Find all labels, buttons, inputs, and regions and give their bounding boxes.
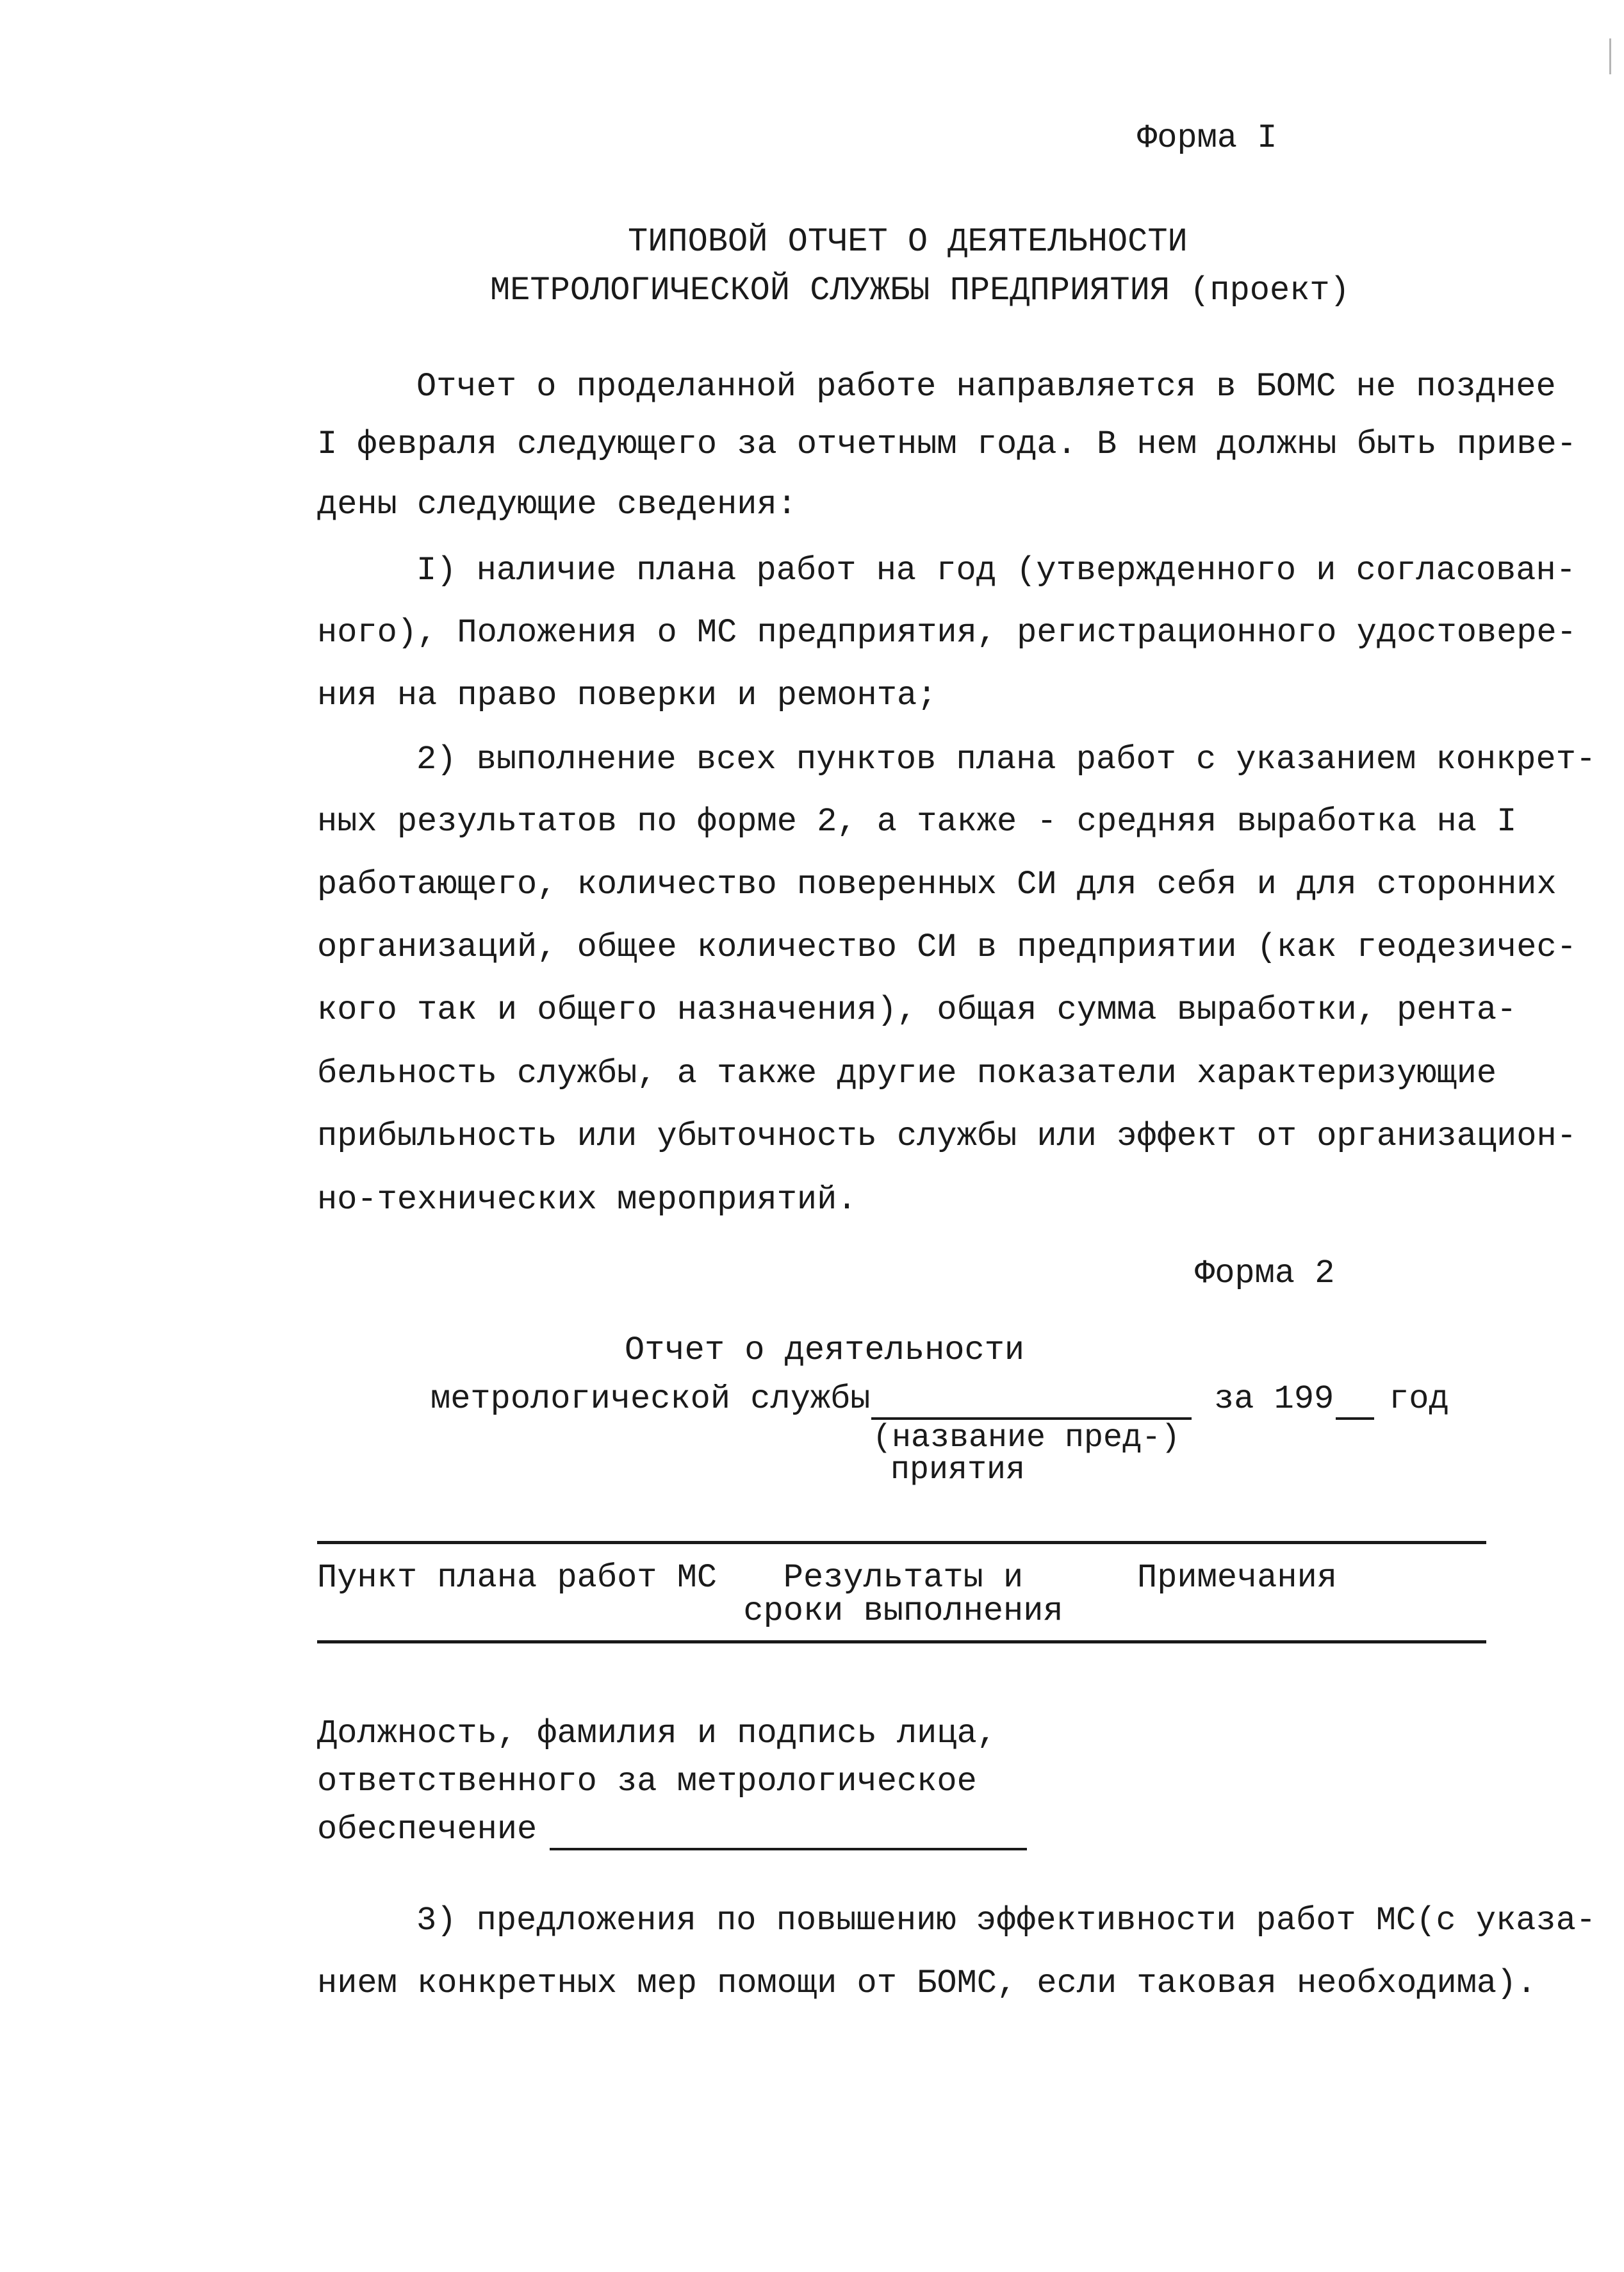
title-line-2: МЕТРОЛОГИЧЕСКОЙ СЛУЖБЫ ПРЕДПРИЯТИЯ (проект) — [490, 272, 1350, 309]
table-top-rule — [317, 1541, 1486, 1544]
intro-line-3: дены следующие сведения: — [317, 486, 797, 523]
year-blank[interactable] — [1336, 1385, 1374, 1420]
year-prefix: за 199 — [1214, 1380, 1334, 1418]
table-header-notes: Примечания — [1137, 1559, 1338, 1597]
item3-line-1: 3) предложения по повышению эффективности работ МС(с указа- — [416, 1902, 1596, 1939]
title-line-1: ТИПОВОЙ ОТЧЕТ О ДЕЯТЕЛЬНОСТИ — [628, 223, 1188, 261]
item1-line-2: ного), Положения о МС предприятия, регистрационного удостовере- — [317, 614, 1577, 652]
form1-label: Форма I — [1137, 119, 1277, 157]
item2-line-6: бельность службы, а также другие показатели характеризующие — [317, 1055, 1497, 1092]
org-caption-line-1: (название пред-) — [873, 1420, 1181, 1456]
form2-heading-line-1: Отчет о деятельности — [625, 1331, 1025, 1369]
item2-line-2: ных результатов по форме 2, а также - средняя выработка на I — [317, 803, 1517, 841]
item2-line-4: организаций, общее количество СИ в предприятии (как геодезичес- — [317, 928, 1577, 966]
org-caption-line-2: приятия — [890, 1452, 1026, 1488]
signature-line-3: обеспечение — [317, 1811, 537, 1848]
item2-line-3: работающего, количество поверенных СИ для себя и для сторонних — [317, 866, 1557, 903]
form2-label: Форма 2 — [1195, 1255, 1335, 1292]
signature-line-1: Должность, фамилия и подпись лица, — [317, 1715, 997, 1752]
item2-line-8: но-технических мероприятий. — [317, 1181, 857, 1219]
scan-edge-mark — [1609, 38, 1611, 74]
item1-line-1: I) наличие плана работ на год (утвержденного и согласован- — [416, 552, 1576, 589]
item3-line-2: нием конкретных мер помощи от БОМС, если таковая необходима). — [317, 1964, 1537, 2002]
table-header-plan-item: Пункт плана работ МС — [317, 1559, 718, 1597]
item2-line-7: прибыльность или убыточность службы или эффект от организацион- — [317, 1117, 1577, 1155]
table-header-results: Результаты и сроки выполнения — [743, 1559, 1063, 1630]
intro-line-1: Отчет о проделанной работе направляется в БОМС не позднее — [416, 368, 1556, 406]
item2-line-5: кого так и общего назначения), общая сумма выработки, рента- — [317, 991, 1517, 1029]
form2-heading-line-2: метрологической службы — [431, 1380, 871, 1418]
year-suffix: год — [1389, 1380, 1449, 1418]
signature-blank[interactable] — [550, 1816, 1027, 1850]
item2-line-1: 2) выполнение всех пунктов плана работ с указанием конкрет- — [416, 741, 1596, 778]
table-bottom-rule — [317, 1640, 1486, 1643]
org-name-blank[interactable] — [871, 1385, 1192, 1420]
item1-line-3: ния на право поверки и ремонта; — [317, 677, 937, 714]
intro-line-2: I февраля следующего за отчетным года. В нем должны быть приве- — [317, 425, 1577, 463]
signature-line-2: ответственного за метрологическое — [317, 1763, 977, 1800]
